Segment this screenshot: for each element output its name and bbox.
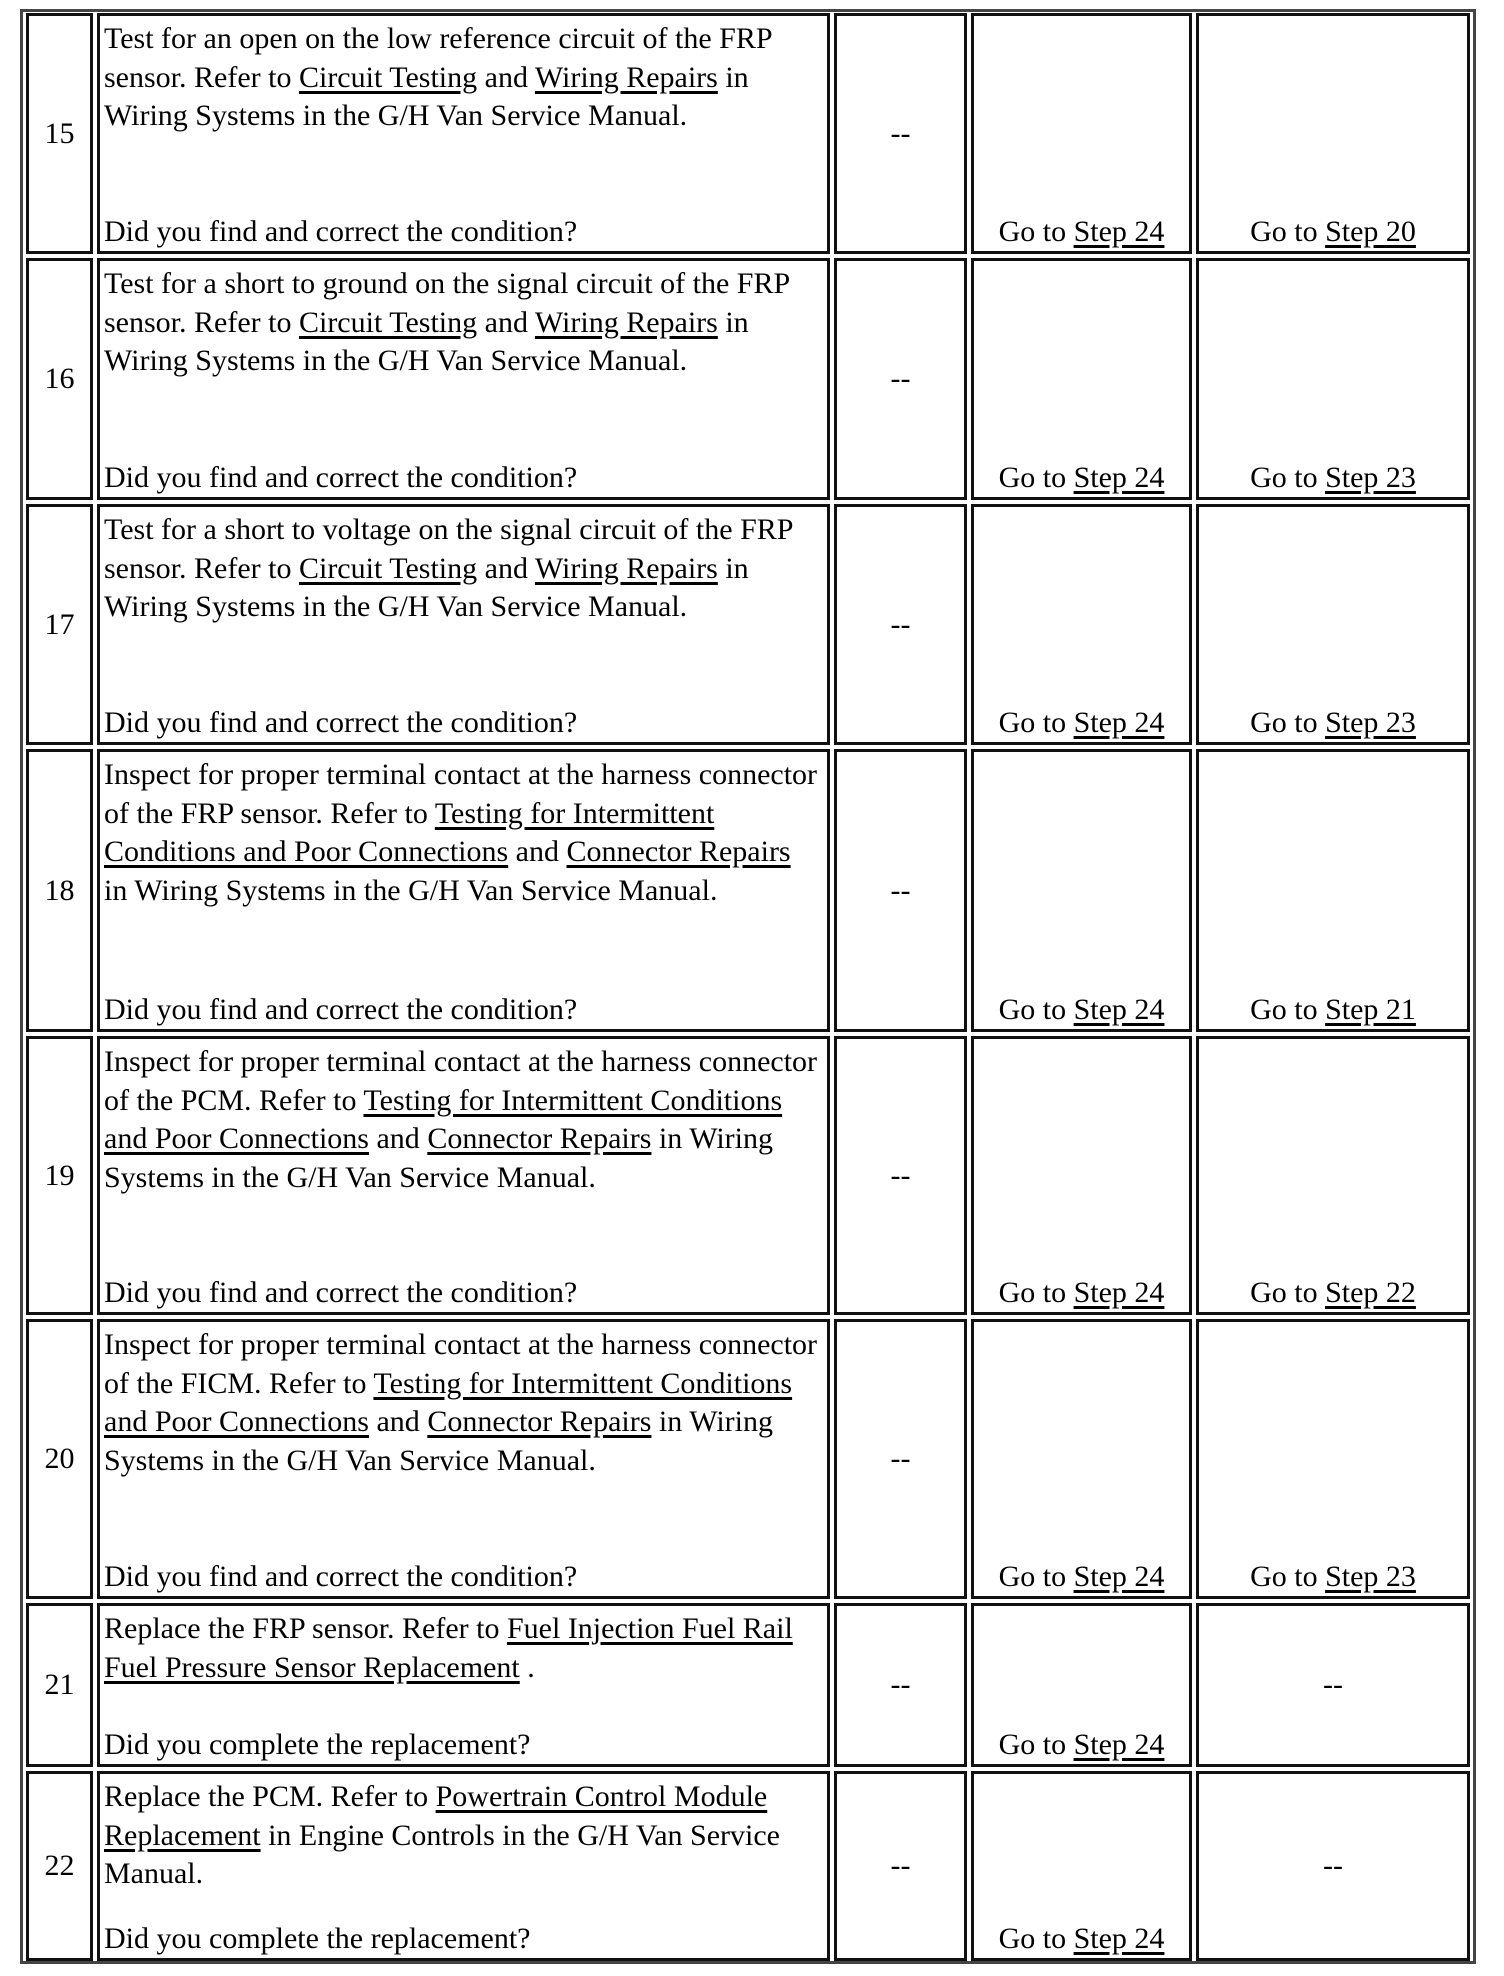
goto-prefix: Go to (1250, 1560, 1326, 1593)
table-row (26, 1319, 1470, 1599)
value-cell (834, 1771, 967, 1961)
value-text: -- (890, 116, 911, 150)
goto-prefix: Go to (1250, 461, 1326, 494)
reference-link[interactable]: Testing for Intermittent Conditions and Poor Connections (104, 796, 715, 868)
action-cell (97, 258, 830, 500)
table-row (26, 1603, 1470, 1767)
action-text-segment: and (477, 551, 535, 585)
step-number-cell (26, 13, 93, 254)
reference-link[interactable]: Testing for Intermittent Conditions and Poor Connections (104, 1083, 783, 1155)
goto-prefix: Go to (1250, 993, 1326, 1026)
action-text (104, 20, 821, 136)
step-number: 15 (44, 116, 75, 150)
action-question: Did you complete the replacement? (104, 1922, 531, 1955)
value-cell (834, 749, 967, 1032)
reference-link[interactable]: Connector Repairs (427, 1405, 652, 1438)
value-text: -- (890, 1849, 911, 1882)
reference-link[interactable]: Wiring Repairs (534, 305, 718, 339)
action-text-segment: Replace the PCM. Refer to (104, 1780, 436, 1813)
step-number-cell (26, 258, 93, 500)
action-cell (97, 1603, 830, 1767)
action-text-segment: . (519, 1650, 535, 1684)
action-text-segment: and (477, 305, 535, 339)
goto-prefix: Go to (998, 706, 1074, 739)
reference-link[interactable]: Powertrain Control Module Replacement (104, 1780, 768, 1852)
yes-goto (974, 1920, 1189, 1958)
action-question: Did you find and correct the condition? (104, 706, 578, 739)
action-text-segment: and (368, 1122, 428, 1155)
action-question: Did you find and correct the condition? (104, 1560, 578, 1593)
yes-cell (971, 1319, 1192, 1599)
no-cell (1196, 504, 1470, 745)
step-link[interactable]: Step 21 (1325, 993, 1416, 1026)
value-text: -- (890, 1158, 911, 1192)
value-cell (834, 258, 967, 500)
value-cell (834, 1603, 967, 1767)
table-row (26, 258, 1470, 500)
yes-cell (971, 13, 1192, 254)
step-link[interactable]: Step 24 (1073, 1922, 1165, 1955)
action-cell (97, 1771, 830, 1961)
table-row (26, 13, 1470, 254)
value-text: -- (890, 1668, 911, 1701)
reference-link[interactable]: Circuit Testing (298, 551, 478, 585)
value-text: -- (1323, 1849, 1343, 1882)
reference-link[interactable]: Testing for Intermittent Conditions and Poor Connections (104, 1366, 793, 1438)
step-link[interactable]: Step 24 (1073, 1560, 1165, 1593)
reference-link[interactable]: Connector Repairs (427, 1122, 652, 1155)
action-question: Did you find and correct the condition? (104, 215, 578, 248)
yes-cell (971, 749, 1192, 1032)
goto-prefix: Go to (998, 1276, 1074, 1309)
value-text: -- (890, 362, 911, 395)
step-number: 18 (44, 873, 75, 907)
action-text-segment: in Wiring Systems in the G/H Van Service Manual. (104, 60, 749, 132)
goto-prefix: Go to (1250, 215, 1326, 248)
action-text-segment: and (477, 60, 535, 94)
no-goto (1199, 1274, 1467, 1312)
step-number-cell (26, 749, 93, 1032)
table-row (26, 1771, 1470, 1961)
action-text-segment: in Wiring Systems in the G/H Van Service Manual. (104, 305, 749, 377)
yes-cell (971, 1603, 1192, 1767)
no-goto (1199, 1558, 1467, 1596)
step-link[interactable]: Step 20 (1325, 215, 1416, 248)
step-link[interactable]: Step 24 (1073, 706, 1165, 739)
yes-goto (974, 1558, 1189, 1596)
goto-prefix: Go to (998, 993, 1074, 1026)
action-text-segment: in Wiring Systems in the G/H Van Service Manual. (104, 1122, 773, 1194)
value-cell (834, 13, 967, 254)
action-cell (97, 504, 830, 745)
goto-prefix: Go to (998, 1728, 1074, 1761)
action-text (104, 1326, 821, 1480)
goto-prefix: Go to (998, 215, 1074, 248)
yes-cell (971, 258, 1192, 500)
no-cell (1196, 1036, 1470, 1315)
step-number: 19 (44, 1158, 75, 1192)
action-text (104, 1610, 821, 1687)
action-text (104, 756, 821, 910)
value-text: -- (890, 607, 911, 641)
action-text-segment: in Engine Controls in the G/H Van Service Manual. (104, 1818, 780, 1890)
action-question: Did you complete the replacement? (104, 1728, 531, 1761)
no-cell (1196, 1319, 1470, 1599)
step-link[interactable]: Step 23 (1325, 461, 1416, 494)
yes-cell (971, 1036, 1192, 1315)
action-text (104, 511, 821, 627)
table-row (26, 504, 1470, 745)
action-text-segment: Inspect for proper terminal contact at the harness connector of the PCM. Refer to (104, 1045, 818, 1117)
action-text-segment: Test for an open on the low reference circuit of the FRP sensor. Refer to (104, 22, 772, 94)
action-text-segment: Inspect for proper terminal contact at the harness connector of the FICM. Refer to (104, 1328, 818, 1400)
action-cell (97, 749, 830, 1032)
step-number: 17 (44, 607, 75, 641)
action-text (104, 1778, 821, 1894)
action-text (104, 1043, 821, 1197)
no-cell (1196, 1771, 1470, 1961)
action-text (104, 265, 821, 381)
action-text-segment: and (368, 1405, 428, 1438)
goto-prefix: Go to (998, 461, 1074, 494)
action-question: Did you find and correct the condition? (104, 993, 578, 1026)
value-text: -- (1323, 1668, 1343, 1701)
action-text-segment: Inspect for proper terminal contact at the harness connector of the FRP sensor. Refer to (104, 758, 818, 830)
no-cell (1196, 749, 1470, 1032)
action-question: Did you find and correct the condition? (104, 1276, 578, 1309)
reference-link[interactable]: Circuit Testing (298, 60, 478, 94)
yes-goto (974, 459, 1189, 497)
yes-cell (971, 504, 1192, 745)
step-number-cell (26, 1319, 93, 1599)
step-number: 16 (44, 362, 75, 395)
action-text-segment: Test for a short to ground on the signal circuit of the FRP sensor. Refer to (104, 267, 790, 339)
step-link[interactable]: Step 23 (1325, 1560, 1416, 1593)
action-text-segment: Test for a short to voltage on the signal circuit of the FRP sensor. Refer to (104, 513, 793, 585)
reference-link[interactable]: Wiring Repairs (534, 60, 718, 94)
step-number-cell (26, 1036, 93, 1315)
no-cell (1196, 13, 1470, 254)
action-question: Did you find and correct the condition? (104, 461, 578, 494)
step-number: 21 (44, 1668, 75, 1701)
step-number-cell (26, 1771, 93, 1961)
yes-goto (974, 704, 1189, 742)
yes-cell (971, 1771, 1192, 1961)
value-cell (834, 1319, 967, 1599)
reference-link[interactable]: Fuel Injection Fuel Rail Fuel Pressure Sensor Replacement (104, 1612, 793, 1684)
action-cell (97, 1319, 830, 1599)
no-goto (1199, 459, 1467, 497)
step-link[interactable]: Step 24 (1073, 461, 1165, 494)
action-cell (97, 13, 830, 254)
yes-goto (974, 1274, 1189, 1312)
action-text-segment: Replace the FRP sensor. Refer to (104, 1612, 507, 1645)
action-text-segment: in Wiring Systems in the G/H Van Service Manual. (104, 873, 718, 907)
value-cell (834, 1036, 967, 1315)
no-goto (1199, 704, 1467, 742)
value-text: -- (890, 1442, 911, 1475)
goto-prefix: Go to (998, 1922, 1074, 1955)
step-link[interactable]: Step 24 (1073, 1728, 1165, 1761)
yes-goto (974, 213, 1189, 251)
no-goto (1199, 213, 1467, 251)
reference-link[interactable]: Circuit Testing (298, 305, 478, 339)
step-link[interactable]: Step 22 (1325, 1276, 1416, 1309)
step-number: 22 (44, 1849, 75, 1882)
no-cell (1196, 258, 1470, 500)
action-cell (97, 1036, 830, 1315)
step-number-cell (26, 1603, 93, 1767)
yes-goto (974, 1726, 1189, 1764)
step-link[interactable]: Step 23 (1325, 706, 1416, 739)
action-text-segment: in Wiring Systems in the G/H Van Service Manual. (104, 551, 749, 623)
step-link[interactable]: Step 24 (1073, 1276, 1165, 1309)
value-text: -- (890, 873, 911, 907)
table-row (26, 749, 1470, 1032)
action-text-segment: and (508, 835, 567, 868)
reference-link[interactable]: Wiring Repairs (534, 551, 718, 585)
step-number-cell (26, 504, 93, 745)
yes-goto (974, 991, 1189, 1029)
goto-prefix: Go to (1250, 706, 1326, 739)
step-number: 20 (44, 1442, 75, 1475)
goto-prefix: Go to (1250, 1276, 1326, 1309)
no-goto (1199, 991, 1467, 1029)
no-cell (1196, 1603, 1470, 1767)
step-link[interactable]: Step 24 (1073, 993, 1165, 1026)
reference-link[interactable]: Connector Repairs (566, 835, 791, 868)
action-text-segment: in Wiring Systems in the G/H Van Service Manual. (104, 1405, 773, 1477)
step-link[interactable]: Step 24 (1073, 215, 1165, 248)
goto-prefix: Go to (998, 1560, 1074, 1593)
value-cell (834, 504, 967, 745)
table-row (26, 1036, 1470, 1315)
